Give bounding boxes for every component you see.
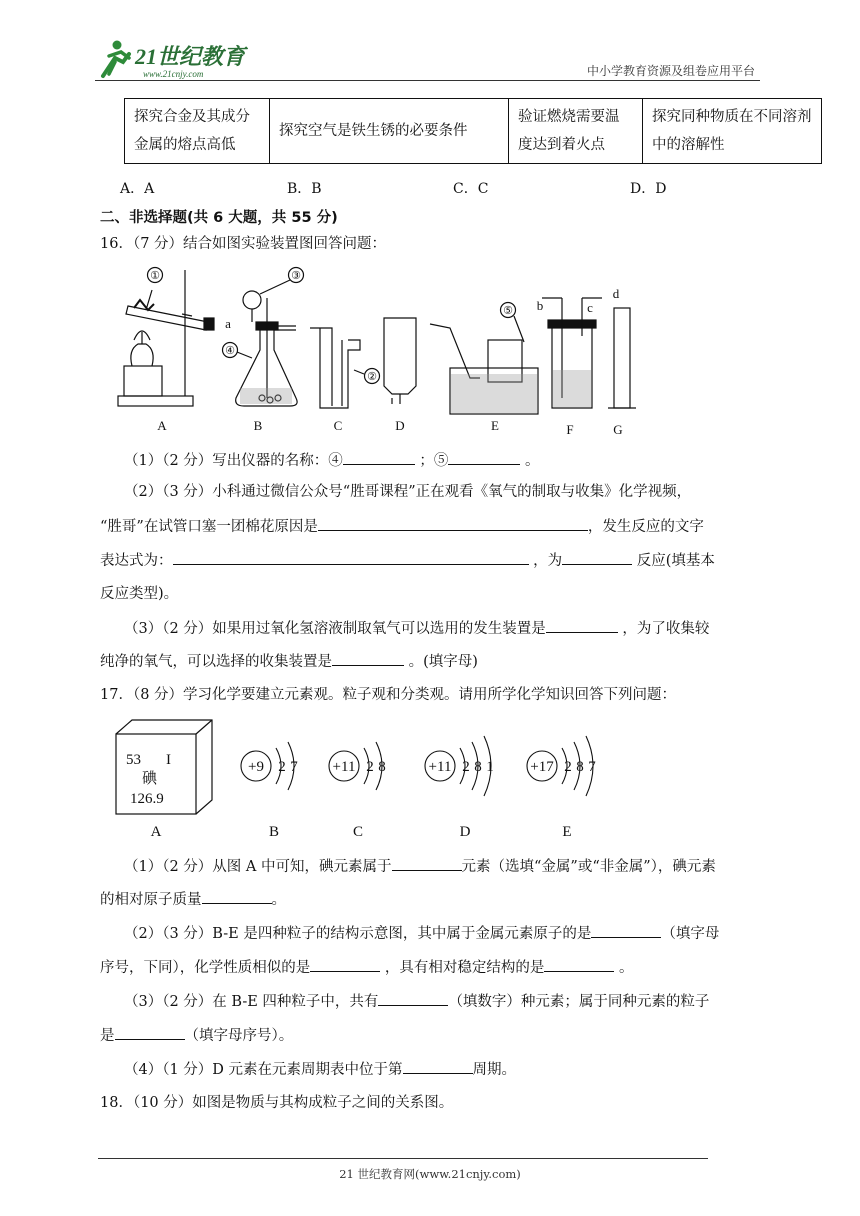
q16-part2-line4: 反应类型)。 xyxy=(100,586,179,602)
atom-d-shell1: 2 xyxy=(462,759,470,775)
element-mass: 126.9 xyxy=(130,791,164,807)
fig17-label-c: C xyxy=(352,824,364,840)
footer-text[interactable]: 21 世纪教育网(www.21cnjy.com) xyxy=(339,1167,521,1181)
q17-part2-line2: 序号，下同），化学性质相似的是 ，具有相对稳定结构的是 。 xyxy=(100,957,633,978)
logo-sub: www.21cnjy.com xyxy=(143,69,204,79)
fig-label-c: C xyxy=(333,418,343,433)
q16-stem: 16．（7 分）结合如图实验装置图回答问题： xyxy=(100,236,387,252)
choice-d[interactable]: D．D xyxy=(630,181,667,197)
options-table xyxy=(124,98,822,164)
logo xyxy=(95,36,265,82)
table-cell-d: 探究同种物质在不同溶剂中的溶解性 xyxy=(643,99,822,164)
q16-part3-line2: 纯净的氧气，可以选择的收集装置是 。(填字母) xyxy=(100,651,478,672)
fig-label-g: G xyxy=(613,422,623,437)
fig17-label-b: B xyxy=(268,824,280,840)
header-divider xyxy=(95,80,760,81)
footer-divider xyxy=(98,1158,708,1159)
marker-3: ③ xyxy=(291,270,301,282)
table-cell-c: 验证燃烧需要温度达到着火点 xyxy=(509,99,643,164)
fig-label-d: D xyxy=(395,418,405,433)
marker-4: ④ xyxy=(225,345,235,357)
q16-part2-line2: “胜哥”在试管口塞一团棉花原因是 ，发生反应的文字 xyxy=(100,516,704,537)
q16-part3-line1: （3）（2 分）如果用过氧化氢溶液制取氧气可以选用的发生装置是 ，为了收集较 xyxy=(124,618,709,639)
q16-part1: （1）（2 分）写出仪器的名称：④ ；⑤ 。 xyxy=(124,450,540,471)
fig-label-f: F xyxy=(566,422,574,437)
fig17-label-d: D xyxy=(459,824,471,840)
q17-part4: （4）（1 分）D 元素在元素周期表中位于第 周期。 xyxy=(124,1059,516,1080)
logo-main: 21世纪教育 xyxy=(135,44,246,69)
atom-c-shell1: 2 xyxy=(366,759,374,775)
choice-c[interactable]: C．C xyxy=(453,181,489,197)
atom-b-shell2: 7 xyxy=(290,759,298,775)
choice-b[interactable]: B．B xyxy=(287,181,322,197)
port-d: d xyxy=(612,286,620,301)
marker-5: ⑤ xyxy=(503,305,513,317)
element-name: 碘 xyxy=(142,771,158,787)
q16-figure xyxy=(110,258,650,444)
platform-name: 中小学教育资源及组卷应用平台 xyxy=(586,64,755,78)
q16-part2-line1: （2）（3 分）小科通过微信公众号“胜哥课程”正在观看《氧气的制取与收集》化学视频， xyxy=(124,484,692,500)
port-b: b xyxy=(536,298,544,313)
atom-e-shell2: 8 xyxy=(576,759,584,775)
atom-d-shell3: 1 xyxy=(486,759,494,775)
marker-1: ① xyxy=(150,270,160,282)
atom-d-nucleus: +11 xyxy=(428,759,452,775)
q17-part3-line1: （3）（2 分）在 B-E 四种粒子中，共有 （填数字）种元素；属于同种元素的粒子 xyxy=(124,991,709,1012)
fig-label-e: E xyxy=(491,418,499,433)
fig17-label-a: A xyxy=(150,824,162,840)
fig17-label-e: E xyxy=(562,824,572,840)
section-title: 二、非选择题(共 6 大题，共 55 分) xyxy=(100,210,338,226)
q17-part1-line1: （1）（2 分）从图 A 中可知，碘元素属于 元素（选填“金属”或“非金属”），碘元素 xyxy=(124,856,716,877)
fig-label-a: A xyxy=(157,418,167,433)
atom-e-nucleus: +17 xyxy=(530,759,554,775)
atom-b-shell1: 2 xyxy=(278,759,286,775)
q17-figure xyxy=(110,714,630,848)
element-symbol: I xyxy=(166,752,171,768)
q16-part2-line3: 表达式为： ，为 反应(填基本 xyxy=(100,550,715,571)
atom-c-nucleus: +11 xyxy=(332,759,356,775)
marker-2: ② xyxy=(367,371,377,383)
q17-part2-line1: （2）（3 分）B-E 是四种粒子的结构示意图，其中属于金属元素原子的是 （填字母 xyxy=(124,923,719,944)
atom-e-shell1: 2 xyxy=(564,759,572,775)
choice-a[interactable]: A．A xyxy=(120,181,155,197)
q17-part1-line2: 的相对原子质量 。 xyxy=(100,889,286,910)
atom-d-shell2: 8 xyxy=(474,759,482,775)
q17-stem: 17．（8 分）学习化学要建立元素观。粒子观和分类观。请用所学化学知识回答下列问题： xyxy=(100,687,677,703)
element-number: 53 xyxy=(126,752,141,768)
q17-part3-line2: 是 （填字母序号）。 xyxy=(100,1025,293,1046)
atom-b-nucleus: +9 xyxy=(248,759,264,775)
table-cell-a: 探究合金及其成分金属的熔点高低 xyxy=(125,99,270,164)
port-c: c xyxy=(587,300,593,315)
atom-e-shell3: 7 xyxy=(588,759,596,775)
atom-c-shell2: 8 xyxy=(378,759,386,775)
table-cell-b: 探究空气是铁生锈的必要条件 xyxy=(270,99,509,164)
port-a: a xyxy=(225,316,231,331)
q18-stem: 18．（10 分）如图是物质与其构成粒子之间的关系图。 xyxy=(100,1095,454,1111)
fig-label-b: B xyxy=(253,418,263,433)
